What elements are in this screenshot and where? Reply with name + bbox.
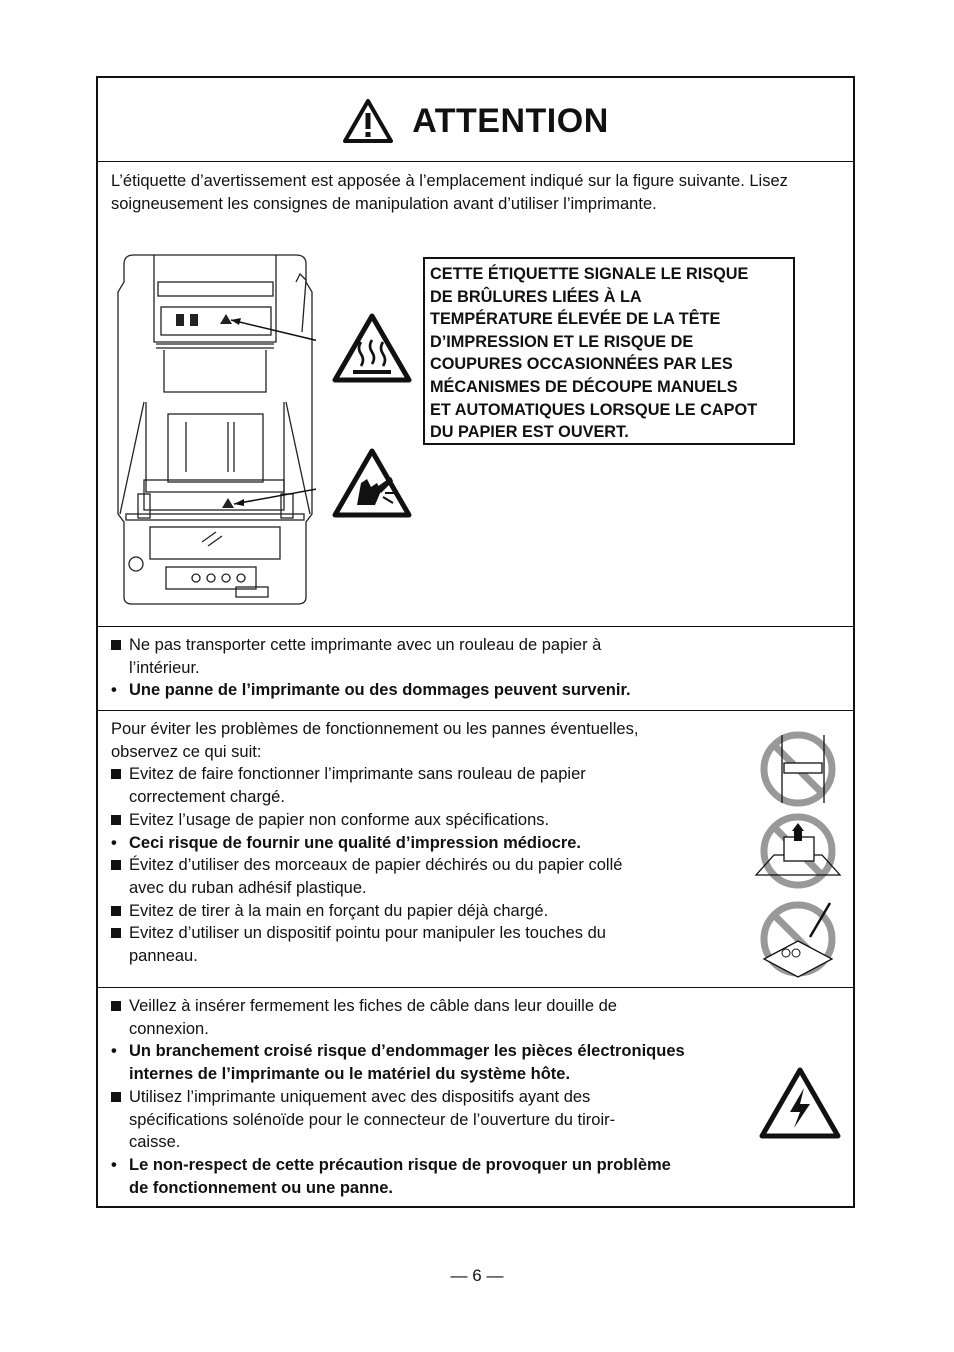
square-bullet-icon	[111, 769, 121, 779]
warning-triangle-icon	[342, 98, 394, 144]
bold-bullet-line: • Le non-respect de cette précaution risque de provoquer un problème	[111, 1154, 751, 1177]
dot-bullet-icon: •	[111, 833, 117, 852]
label-line: D’IMPRESSION ET LE RISQUE DE	[430, 332, 694, 351]
bold-text-line: de fonctionnement ou une panne.	[129, 1178, 393, 1197]
text-line: caisse.	[129, 1133, 181, 1152]
bullet-line: Évitez d’utiliser des morceaux de papier déchirés ou du papier collé	[111, 854, 751, 877]
bold-text-line: internes de l’imprimante ou le matériel du système hôte.	[129, 1065, 571, 1084]
no-pulling-paper-icon	[756, 817, 840, 885]
square-bullet-icon	[111, 860, 121, 870]
warning-label-box	[423, 257, 795, 445]
bullet-line: Veillez à insérer fermement les fiches de câble dans leur douille de	[111, 995, 751, 1018]
label-intro: L’étiquette d’avertissement est apposée à l’emplacement indiqué sur la figure suivante. Lisez soigneusement les consignes de manipulation avant d’utiliser l’imprimante.	[111, 172, 788, 213]
square-bullet-icon	[111, 1092, 121, 1102]
page-title: ATTENTION	[412, 101, 609, 140]
prohibition-icons	[754, 727, 844, 987]
printer-illustration	[116, 252, 316, 610]
label-line: CETTE ÉTIQUETTE SIGNALE LE RISQUE	[430, 265, 749, 283]
hot-surface-icon	[331, 312, 413, 384]
transport-section	[98, 627, 853, 711]
bullet-line: Evitez de tirer à la main en forçant du papier déjà chargé.	[111, 900, 751, 923]
page-number: — 6 —	[450, 1266, 504, 1285]
dot-bullet-icon: •	[111, 681, 117, 700]
no-empty-roll-icon	[764, 735, 832, 803]
dot-bullet-icon: •	[111, 1042, 117, 1061]
square-bullet-icon	[111, 928, 121, 938]
label-line: MÉCANISMES DE DÉCOUPE MANUELS	[430, 377, 738, 396]
bold-bullet-line: • Une panne de l’imprimante ou des dommages peuvent survenir.	[111, 679, 811, 702]
label-section	[98, 162, 853, 627]
paper-section	[98, 711, 853, 988]
cable-section	[98, 988, 853, 1208]
text-line: spécifications solénoïde pour le connecteur de l’ouverture du tiroir-	[129, 1110, 616, 1129]
bullet-line: Evitez l’usage de papier non conforme aux spécifications.	[111, 809, 751, 832]
title-row	[98, 98, 853, 144]
bullet-line: Evitez de faire fonctionner l’imprimante sans rouleau de papier	[111, 763, 751, 786]
text-line: avec du ruban adhésif plastique.	[129, 878, 367, 897]
label-line: COUPURES OCCASIONNÉES PAR LES	[430, 355, 733, 374]
square-bullet-icon	[111, 906, 121, 916]
text-line: observez ce qui suit:	[111, 742, 262, 761]
square-bullet-icon	[111, 815, 121, 825]
label-line: DU PAPIER EST OUVERT.	[430, 423, 629, 442]
bullet-line: Utilisez l’imprimante uniquement avec des dispositifs ayant des	[111, 1086, 751, 1109]
text-line: l’intérieur.	[129, 658, 200, 677]
no-sharp-object-icon	[764, 903, 832, 977]
bullet-line: Ne pas transporter cette imprimante avec un rouleau de papier à	[111, 634, 811, 657]
label-line: DE BRÛLURES LIÉES À LA	[430, 287, 642, 306]
text-line: Pour éviter les problèmes de fonctionnement ou les pannes éventuelles,	[111, 720, 639, 738]
bold-bullet-line: • Un branchement croisé risque d’endommager les pièces électroniques	[111, 1040, 751, 1063]
square-bullet-icon	[111, 1001, 121, 1011]
square-bullet-icon	[111, 640, 121, 650]
text-line: correctement chargé.	[129, 788, 285, 807]
cutting-hazard-icon	[331, 447, 413, 519]
attention-frame	[96, 76, 855, 1208]
electric-shock-icon	[758, 1066, 842, 1140]
bold-bullet-line: • Ceci risque de fournir une qualité d’impression médiocre.	[111, 832, 751, 855]
title-section	[98, 78, 853, 162]
dot-bullet-icon: •	[111, 1155, 117, 1174]
text-line: panneau.	[129, 947, 198, 966]
bullet-line: Evitez d’utiliser un dispositif pointu pour manipuler les touches du	[111, 922, 751, 945]
label-line: TEMPÉRATURE ÉLEVÉE DE LA TÊTE	[430, 310, 721, 329]
label-line: ET AUTOMATIQUES LORSQUE LE CAPOT	[430, 400, 758, 419]
text-line: connexion.	[129, 1019, 209, 1038]
